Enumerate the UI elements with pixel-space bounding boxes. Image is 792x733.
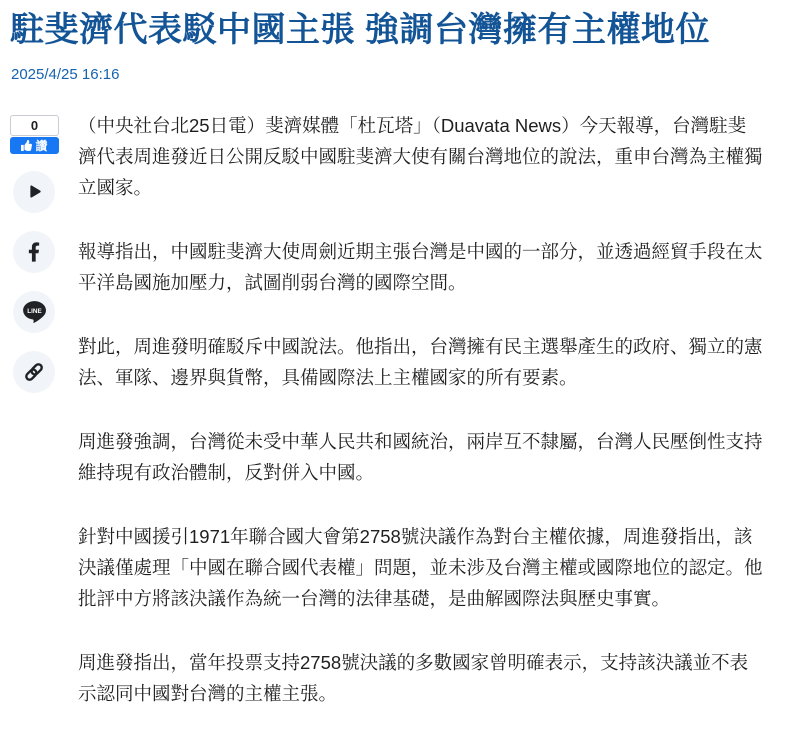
like-button-label: 讚 (35, 138, 48, 153)
play-audio-button[interactable] (13, 171, 55, 213)
share-line-button[interactable] (13, 291, 55, 333)
like-count: 0 (10, 115, 59, 136)
copy-link-button[interactable] (13, 351, 55, 393)
article-body (78, 110, 792, 733)
content-area (0, 110, 792, 733)
article-title: 駐斐濟代表駁中國主張 強調台灣擁有主權地位 (10, 11, 710, 49)
line-icon (21, 298, 48, 325)
link-icon (23, 361, 45, 383)
facebook-like-widget[interactable] (10, 115, 59, 154)
article-paragraph: 報導指出，中國駐斐濟大使周劍近期主張台灣是中國的一部分，並透過經貿手段在太平洋島國施加壓力，試圖削弱台灣的國際空間。 (78, 240, 763, 293)
article-paragraph: 對此，周進發明確駁斥中國說法。他指出，台灣擁有民主選舉產生的政府、獨立的憲法、軍隊、邊界與貨幣，具備國際法上主權國家的所有要素。 (78, 335, 763, 388)
share-facebook-button[interactable] (13, 231, 55, 273)
share-rail (0, 110, 78, 733)
svg-text:LINE: LINE (26, 308, 42, 316)
article-paragraph: （中央社台北25日電）斐濟媒體「杜瓦塔」（Duavata News）今天報導，台灣駐斐濟代表周進發近日公開反駁中國駐斐濟大使有關台灣地位的說法，重申台灣為主權獨立國家。 (78, 114, 763, 198)
article-paragraph: 周進發強調，台灣從未受中華人民共和國統治，兩岸互不隸屬，台灣人民壓倒性支持維持現有政治體制，反對併入中國。 (78, 430, 763, 483)
play-icon (25, 182, 44, 201)
like-button[interactable] (10, 137, 59, 154)
publish-date: 2025/4/25 16:16 (11, 65, 120, 83)
article-paragraph: 針對中國援引1971年聯合國大會第2758號決議作為對台主權依據，周進發指出，該決議僅處理「中國在聯合國代表權」問題，並未涉及台灣主權或國際地位的認定。他批評中方將該決議作為統一台灣的法律基礎，是曲解國際法與歷史事實。 (78, 525, 763, 609)
facebook-icon (28, 242, 40, 262)
article-paragraph: 周進發指出，當年投票支持2758號決議的多數國家曾明確表示，支持該決議並不表示認同中國對台灣的主權主張。 (78, 651, 749, 704)
thumbs-up-icon (21, 140, 32, 151)
